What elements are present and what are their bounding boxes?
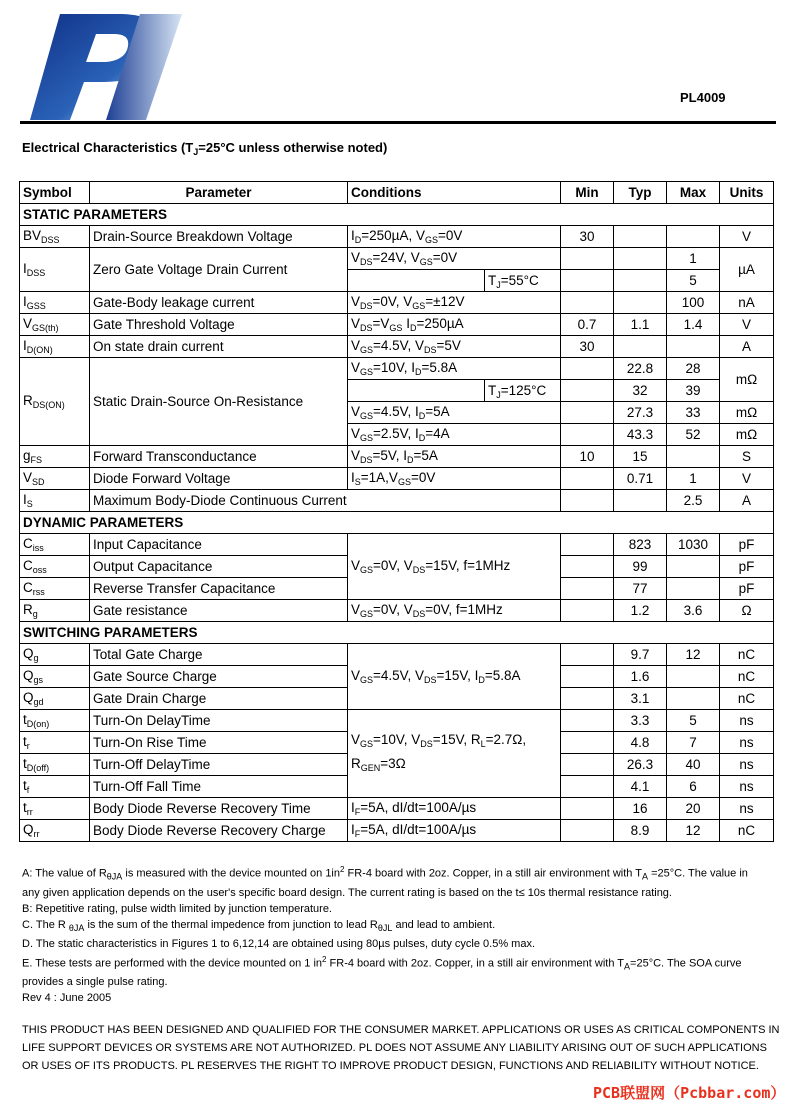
table-row: $T_J=55^\circ C$ 5 <box>20 270 774 292</box>
table-row: $R_g$ Gate resistance $V_{GS}=0V$, $V_{DS}=0V$, f=1MHz 1.2 3.6 Ω <box>20 600 774 622</box>
header-rule <box>20 121 776 124</box>
symbol: $t_r$ <box>20 732 90 754</box>
parameter: Zero Gate Voltage Drain Current <box>90 248 348 292</box>
table-row: $I_S$ Maximum Body-Diode Continuous Current 2.5 A <box>20 490 774 512</box>
symbol: $I_S$ <box>20 490 90 512</box>
table-row: $Q_{gs}$ Gate Source Charge 1.6 nC <box>20 666 774 688</box>
section-switching: SWITCHING PARAMETERS <box>20 622 774 644</box>
note-d: D. The static characteristics in Figures 1 to 6,12,14 are obtained using 80µs pulses, duty cycle 0.5% max. <box>22 937 536 950</box>
table-row: $t_{D(on)}$ Turn-On DelayTime $V_{GS}=10V$, $V_{DS}=15V$, $R_L=2.7\Omega$, $R_{GEN}=3\Omega$ 3.3 5 ns <box>20 710 774 732</box>
table-row: $C_{rss}$ Reverse Transfer Capacitance 77 pF <box>20 578 774 600</box>
symbol: $t_{D(off)}$ <box>20 754 90 776</box>
header-min: Min <box>561 182 614 204</box>
conditions: $I_D=250\mu A$, $V_{GS}=0V$ <box>348 226 561 248</box>
symbol: $R_{DS(ON)}$ <box>20 358 90 446</box>
table-row: $Q_g$ Total Gate Charge $V_{GS}=4.5V$, $V_{DS}=15V$, $I_D=5.8A$ 9.7 12 nC <box>20 644 774 666</box>
note-e: E. These tests are performed with the device mounted on 1 $in^2$ FR-4 board with 2oz. Copper, in a still air environment with $T_A=25^\circ C$. The SOA curve provides a single pulse rating. <box>22 954 742 989</box>
table-row: $t_{rr}$ Body Diode Reverse Recovery Time $I_F=5A$, dI/dt=100A/µs 16 20 ns <box>20 798 774 820</box>
table-row: $V_{GS(th)}$ Gate Threshold Voltage $V_{DS}=V_{GS}$ $I_D=250\mu A$ 0.7 1.1 1.4 V <box>20 314 774 336</box>
header-units: Units <box>720 182 774 204</box>
note-b: B: Repetitive rating, pulse width limited by junction temperature. <box>22 902 332 915</box>
symbol: $t_{rr}$ <box>20 798 90 820</box>
symbol: $BV_{DSS}$ <box>20 226 90 248</box>
parameter: Drain-Source Breakdown Voltage <box>90 226 348 248</box>
footnotes <box>22 862 762 1006</box>
table-row: $V_{GS}=2.5V$, $I_D=4A$ 43.3 52 mΩ <box>20 424 774 446</box>
tj-condition: $T_J=55^\circ C$ <box>484 270 560 291</box>
note-c: C. The R $_{\theta JA}$ is the sum of the thermal impedence from junction to lead $R_{\theta JL}$ and lead to ambient. <box>22 918 496 933</box>
table-row: $g_{FS}$ Forward Transconductance $V_{DS}=5V$, $I_D=5A$ 10 15 S <box>20 446 774 468</box>
symbol: $I_{GSS}$ <box>20 292 90 314</box>
table-row: $I_{DSS}$ Zero Gate Voltage Drain Current $V_{DS}=24V$, $V_{GS}=0V$ 1 µA <box>20 248 774 270</box>
revision: Rev 4 : June 2005 <box>22 992 112 1005</box>
header-symbol: Symbol <box>20 182 90 204</box>
header-max: Max <box>667 182 720 204</box>
table-row: $BV_{DSS}$ Drain-Source Breakdown Voltage $I_D=250\mu A$, $V_{GS}=0V$ 30 V <box>20 226 774 248</box>
table-row: $t_f$ Turn-Off Fall Time 4.1 6 ns <box>20 776 774 798</box>
section-title: Electrical Characteristics ($T_J=25^\circ C$ unless otherwise noted) <box>22 140 388 157</box>
table-row: $I_{D(ON)}$ On state drain current $V_{GS}=4.5V$, $V_{DS}=5V$ 30 A <box>20 336 774 358</box>
table-row: $C_{iss}$ Input Capacitance $V_{GS}=0V$, $V_{DS}=15V$, f=1MHz 823 1030 pF <box>20 534 774 556</box>
section-static: STATIC PARAMETERS <box>20 204 774 226</box>
header-parameter: Parameter <box>90 182 348 204</box>
table-row: $V_{GS}=4.5V$, $I_D=5A$ 27.3 33 mΩ <box>20 402 774 424</box>
symbol: $C_{oss}$ <box>20 556 90 578</box>
table-row: $T_J=125^\circ C$ 32 39 <box>20 380 774 402</box>
disclaimer: THIS PRODUCT HAS BEEN DESIGNED AND QUALIFIED FOR THE CONSUMER MARKET. APPLICATIONS OR USES AS CRITICAL COMPONENTS IN LIFE SUPPORT DEVICES OR SYSTEMS ARE NOT AUTHORIZED. PL DOES NOT ASSUME ANY LIABILITY ARISING OUT OF SUCH APPLICATIONS OR USES OF ITS PRODUCTS. PL RESERVES THE RIGHT TO IMPROVE PRODUCT DESIGN, FUNCTIONS AND RELIABILITY WITHOUT NOTICE. <box>22 1024 780 1072</box>
electrical-characteristics-table <box>19 181 774 842</box>
part-number: PL4009 <box>680 90 726 105</box>
symbol: $C_{rss}$ <box>20 578 90 600</box>
header-typ: Typ <box>614 182 667 204</box>
symbol: $I_{DSS}$ <box>20 248 90 292</box>
symbol: $t_f$ <box>20 776 90 798</box>
table-row: $Q_{rr}$ Body Diode Reverse Recovery Charge $I_F=5A$, dI/dt=100A/µs 8.9 12 nC <box>20 820 774 842</box>
symbol: $g_{FS}$ <box>20 446 90 468</box>
symbol: $I_{D(ON)}$ <box>20 336 90 358</box>
table-row: $I_{GSS}$ Gate-Body leakage current $V_{DS}=0V$, $V_{GS}=\pm 12V$ 100 nA <box>20 292 774 314</box>
symbol: $Q_{gd}$ <box>20 688 90 710</box>
symbol: $V_{SD}$ <box>20 468 90 490</box>
table-row: $C_{oss}$ Output Capacitance 99 pF <box>20 556 774 578</box>
table-row: $V_{SD}$ Diode Forward Voltage $I_S=1A,V_{GS}=0V$ 0.71 1 V <box>20 468 774 490</box>
symbol: $R_g$ <box>20 600 90 622</box>
table-header-row <box>20 182 774 204</box>
symbol: $V_{GS(th)}$ <box>20 314 90 336</box>
conditions: $V_{DS}=24V$, $V_{GS}=0V$ <box>348 248 561 270</box>
section-dynamic: DYNAMIC PARAMETERS <box>20 512 774 534</box>
company-logo <box>22 12 182 122</box>
symbol: $Q_g$ <box>20 644 90 666</box>
symbol: $t_{D(on)}$ <box>20 710 90 732</box>
symbol: $C_{iss}$ <box>20 534 90 556</box>
symbol: $Q_{gs}$ <box>20 666 90 688</box>
watermark: PCB联盟网（Pcbbar.com） <box>593 1084 786 1102</box>
tj-condition: $T_J=125^\circ C$ <box>484 380 560 401</box>
header-conditions: Conditions <box>348 182 561 204</box>
table-row: $t_r$ Turn-On Rise Time 4.8 7 ns <box>20 732 774 754</box>
symbol: $Q_{rr}$ <box>20 820 90 842</box>
note-a: A: The value of $R_{\theta JA}$ is measured with the device mounted on $1in^2$ FR-4 board with 2oz. Copper, in a still air environment with $T_A =25^\circ C$. The value in any given application depends on the user's specific board design. The current rating is based on the t≤ 10s thermal resistance rating. <box>22 865 748 899</box>
table-row: $R_{DS(ON)}$ Static Drain-Source On-Resistance $V_{GS}=10V$, $I_D=5.8A$ 22.8 28 mΩ <box>20 358 774 380</box>
table-row: $Q_{gd}$ Gate Drain Charge 3.1 nC <box>20 688 774 710</box>
table-row: $t_{D(off)}$ Turn-Off DelayTime 26.3 40 ns <box>20 754 774 776</box>
